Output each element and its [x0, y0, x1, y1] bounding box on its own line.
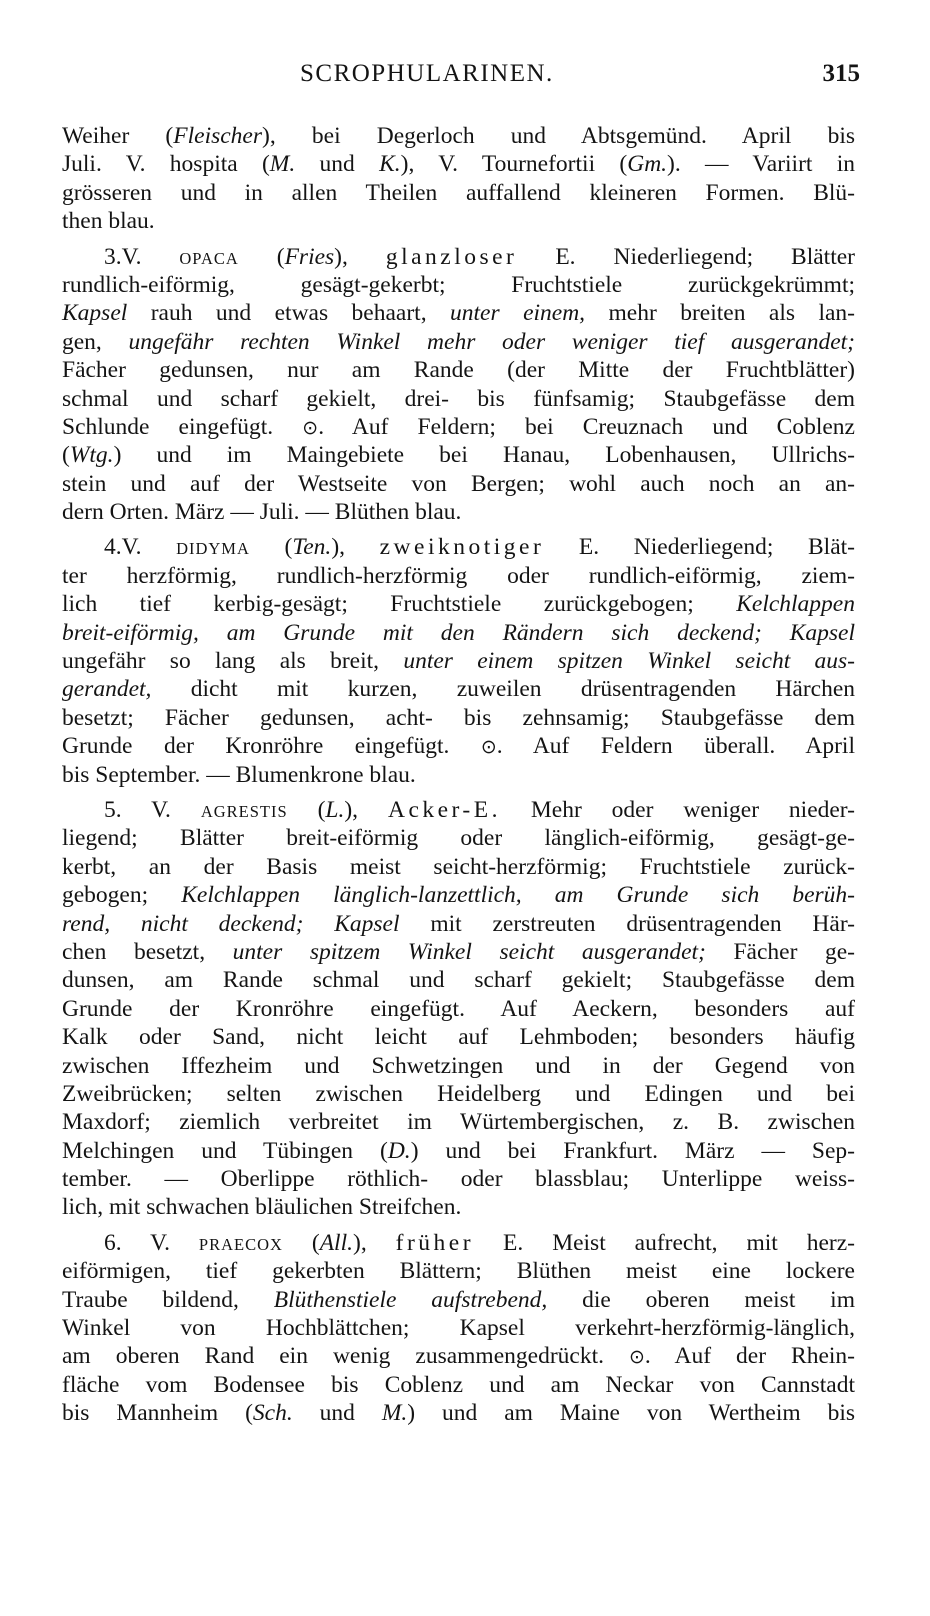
text-line: fläche vom Bodensee bis Coblenz und am Neckar von Cannstadt: [62, 1371, 855, 1398]
text-line: gen, ungefähr rechten Winkel mehr oder weniger tief ausgerandet;: [62, 328, 855, 355]
text-line: Kapsel rauh und etwas behaart, unter einem, mehr breiten als lan-: [62, 300, 855, 327]
body-text: [62, 122, 855, 1428]
paragraph-gap: [62, 1222, 855, 1229]
text-line: Winkel von Hochblättchen; Kapsel verkehrt-herzförmig-länglich,: [62, 1315, 855, 1342]
text-line: ter herzförmig, rundlich-herzförmig oder rundlich-eiförmig, ziem-: [62, 562, 855, 589]
text-line: Maxdorf; ziemlich verbreitet im Würtembergischen, z. B. zwischen: [62, 1109, 855, 1136]
text-line: Schlunde eingefügt. ⊙. Auf Feldern; bei Creuznach und Coblenz: [62, 413, 855, 440]
text-line: Fächer gedunsen, nur am Rande (der Mitte der Fruchtblätter): [62, 357, 855, 384]
text-line: Grunde der Kronröhre eingefügt. Auf Aeckern, besonders auf: [62, 995, 855, 1022]
text-line: kerbt, an der Basis meist seicht-herzförmig; Fruchtstiele zurück-: [62, 853, 855, 880]
text-line: then blau.: [62, 208, 155, 235]
text-line: dern Orten. März — Juli. — Blüthen blau.: [62, 499, 462, 526]
text-line: stein und auf der Westseite von Bergen; wohl auch noch an an-: [62, 470, 855, 497]
text-line: grösseren und in allen Theilen auffallend kleineren Formen. Blü-: [62, 179, 855, 206]
text-line: breit-eiförmig, am Grunde mit den Rändern sich deckend; Kapsel: [62, 619, 855, 646]
text-line: lich tief kerbig-gesägt; Fruchtstiele zurückgebogen; Kelchlappen: [62, 591, 855, 618]
text-line: Traube bildend, Blüthenstiele aufstrebend, die oberen meist im: [62, 1286, 855, 1313]
paragraph-gap: [62, 236, 855, 243]
text-line: zwischen Iffezheim und Schwetzingen und in der Gegend von: [62, 1052, 855, 1079]
text-line: 3.V. OPACA (Fries), glanzloser E. Niederliegend; Blätter: [104, 243, 855, 270]
text-line: rundlich-eiförmig, gesägt-gekerbt; Fruchtstiele zurückgekrümmt;: [62, 271, 855, 298]
text-line: bis September. — Blumenkrone blau.: [62, 761, 416, 788]
text-line: am oberen Rand ein wenig zusammengedrückt. ⊙. Auf der Rhein-: [62, 1343, 855, 1370]
text-line: 6. V. PRAECOX (All.), früher E. Meist aufrecht, mit herz-: [104, 1229, 855, 1256]
page-number: 315: [822, 60, 860, 87]
text-line: gerandet, dicht mit kurzen, zuweilen drüsentragenden Härchen: [62, 676, 855, 703]
running-header: [300, 60, 860, 100]
text-line: 4.V. DIDYMA (Ten.), zweiknotiger E. Niederliegend; Blät-: [104, 534, 855, 561]
text-line: dunsen, am Rande schmal und scharf gekielt; Staubgefässe dem: [62, 967, 855, 994]
text-line: bis Mannheim (Sch. und M.) und am Maine von Wertheim bis: [62, 1400, 855, 1427]
text-line: lich, mit schwachen bläulichen Streifchen.: [62, 1194, 462, 1221]
text-line: liegend; Blätter breit-eiförmig oder länglich-eiförmig, gesägt-ge-: [62, 825, 855, 852]
text-line: Juli. V. hospita (M. und K.), V. Tournefortii (Gm.). — Variirt in: [62, 151, 856, 178]
text-line: Zweibrücken; selten zwischen Heidelberg und Edingen und bei: [62, 1080, 855, 1107]
paragraph-gap: [62, 789, 855, 796]
text-line: chen besetzt, unter spitzem Winkel seicht ausgerandet; Fächer ge-: [62, 938, 855, 965]
text-line: Kalk oder Sand, nicht leicht auf Lehmboden; besonders häufig: [62, 1024, 855, 1051]
text-line: (Wtg.) und im Maingebiete bei Hanau, Lobenhausen, Ullrichs-: [62, 442, 855, 469]
text-line: ungefähr so lang als breit, unter einem spitzen Winkel seicht aus-: [62, 648, 855, 675]
text-line: Melchingen und Tübingen (D.) und bei Frankfurt. März — Sep-: [62, 1137, 855, 1164]
text-line: rend, nicht deckend; Kapsel mit zerstreuten drüsentragenden Här-: [62, 910, 855, 937]
text-line: 5. V. AGRESTIS (L.), Acker-E. Mehr oder weniger nieder-: [104, 796, 855, 823]
paragraph-gap: [62, 526, 855, 533]
text-line: Weiher (Fleischer), bei Degerloch und Abtsgemünd. April bis: [62, 123, 855, 149]
text-line: gebogen; Kelchlappen länglich-lanzettlich, am Grunde sich berüh-: [62, 882, 856, 909]
text-line: schmal und scharf gekielt, drei- bis fünfsamig; Staubgefässe dem: [62, 385, 855, 412]
text-line: eiförmigen, tief gekerbten Blättern; Blüthen meist eine lockere: [62, 1258, 855, 1285]
header-title: SCROPHULARINEN.: [300, 60, 554, 87]
text-line: tember. — Oberlippe röthlich- oder blassblau; Unterlippe weiss-: [62, 1166, 855, 1193]
text-line: besetzt; Fächer gedunsen, acht- bis zehnsamig; Staubgefässe dem: [62, 704, 855, 731]
text-line: Grunde der Kronröhre eingefügt. ⊙. Auf Feldern überall. April: [62, 733, 855, 760]
